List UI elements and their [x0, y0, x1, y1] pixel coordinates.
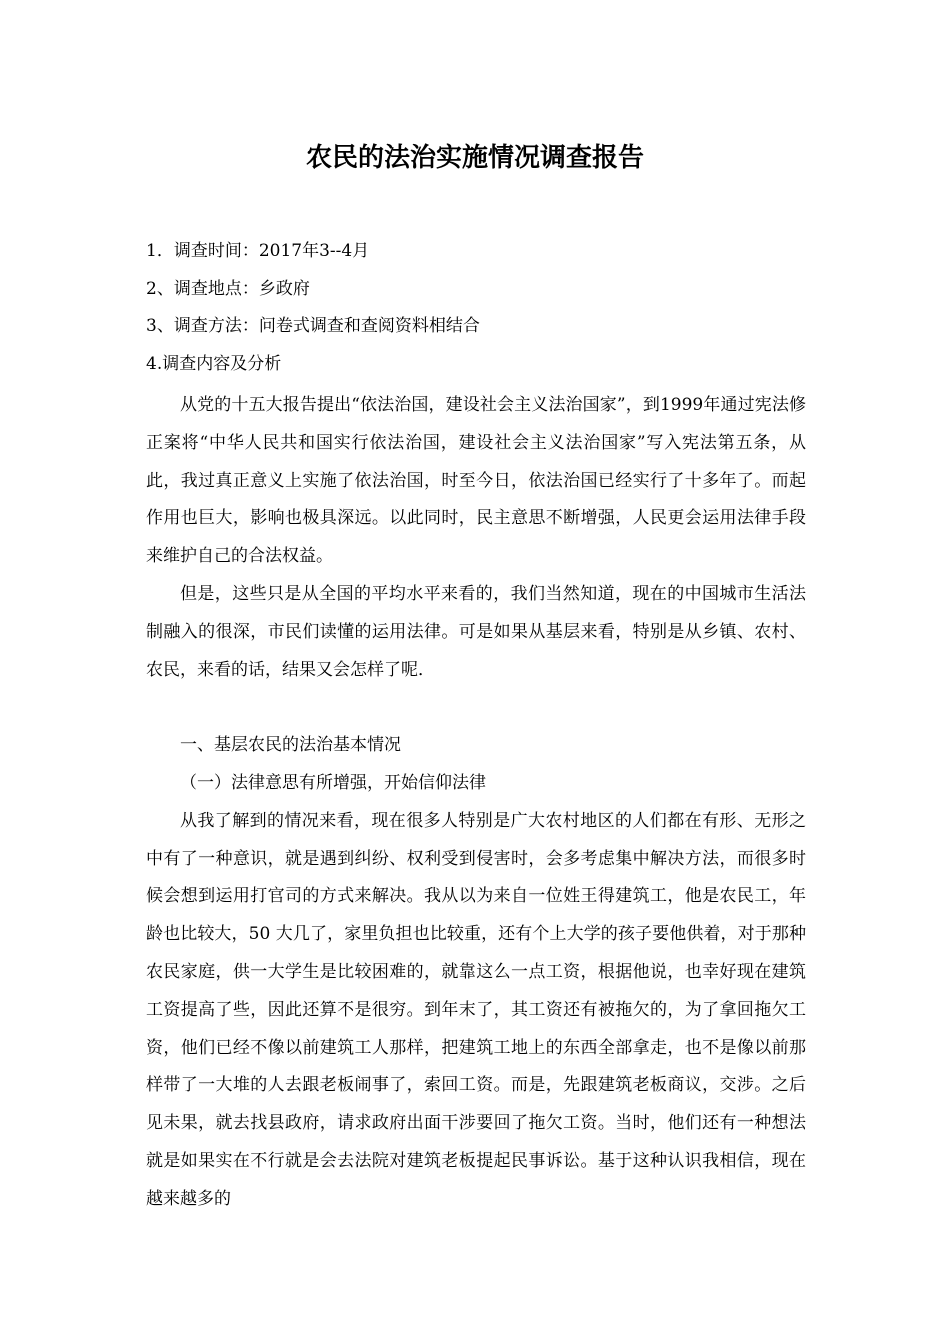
- paragraph-context: 但是，这些只是从全国的平均水平来看的，我们当然知道，现在的中国城市生活法制融入的很深，市民们读懂的运用法律。可是如果从基层来看，特别是从乡镇、农村、农民，来看的话，结果又会怎样了呢．: [146, 583, 806, 680]
- meta-survey-time: 1．调查时间：2017年3--4月: [146, 241, 370, 261]
- subsection-heading: （一）法律意思有所增强，开始信仰法律: [180, 772, 486, 793]
- paragraph-case-study: 从我了解到的情况来看，现在很多人特别是广大农村地区的人们都在有形、无形之中有了一种意识，就是遇到纠纷、权利受到侵害时，会多考虑集中解决方法，而很多时候会想到运用打官司的方式来解决。我从以为来自一位姓王得建筑工，他是农民工，年龄也比较大，50 大几了，家里负担也比较重，还有个上大学的孩子要他供着，对于那种农民家庭，供一大学生是比较困难的，就靠这么一点工资，根据他说，也幸好现在建筑工资提高了些，因此还算不是很穷。到年末了，其工资还有被拖欠的，为了拿回拖欠工资，他们已经不像以前建筑工人那样，把建筑工地上的东西全部拿走，也不是像以前那样带了一大堆的人去跟老板闹事了，索回工资。而是，先跟建筑老板商议，交涉。之后见未果，就去找县政府，请求政府出面干涉要回了拖欠工资。当时，他们还有一种想法就是如果实在不行就是会去法院对建筑老板提起民事诉讼。基于这种认识我相信，现在越来越多的: [146, 810, 806, 1209]
- meta-survey-location: 2、调查地点：乡政府: [146, 279, 310, 299]
- meta-survey-content: 4.调查内容及分析: [146, 354, 282, 374]
- meta-survey-method: 3、调查方法：问卷式调查和查阅资料相结合: [146, 316, 480, 336]
- paragraph-intro: 从党的十五大报告提出“依法治国，建设社会主义法治国家”，到1999年通过宪法修正案将“中华人民共和国实行依法治国，建设社会主义法治国家”写入宪法第五条，从此，我过真正意义上实施了依法治国，时至今日，依法治国已经实行了十多年了。而起作用也巨大，影响也极具深远。以此同时，民主意思不断增强，人民更会运用法律手段来维护自己的合法权益。: [146, 395, 806, 567]
- document-title: 农民的法治实施情况调查报告: [305, 143, 644, 173]
- document-body: [146, 387, 806, 1219]
- paragraph-gap: [146, 689, 806, 727]
- section-heading: 一、基层农民的法治基本情况: [180, 735, 401, 756]
